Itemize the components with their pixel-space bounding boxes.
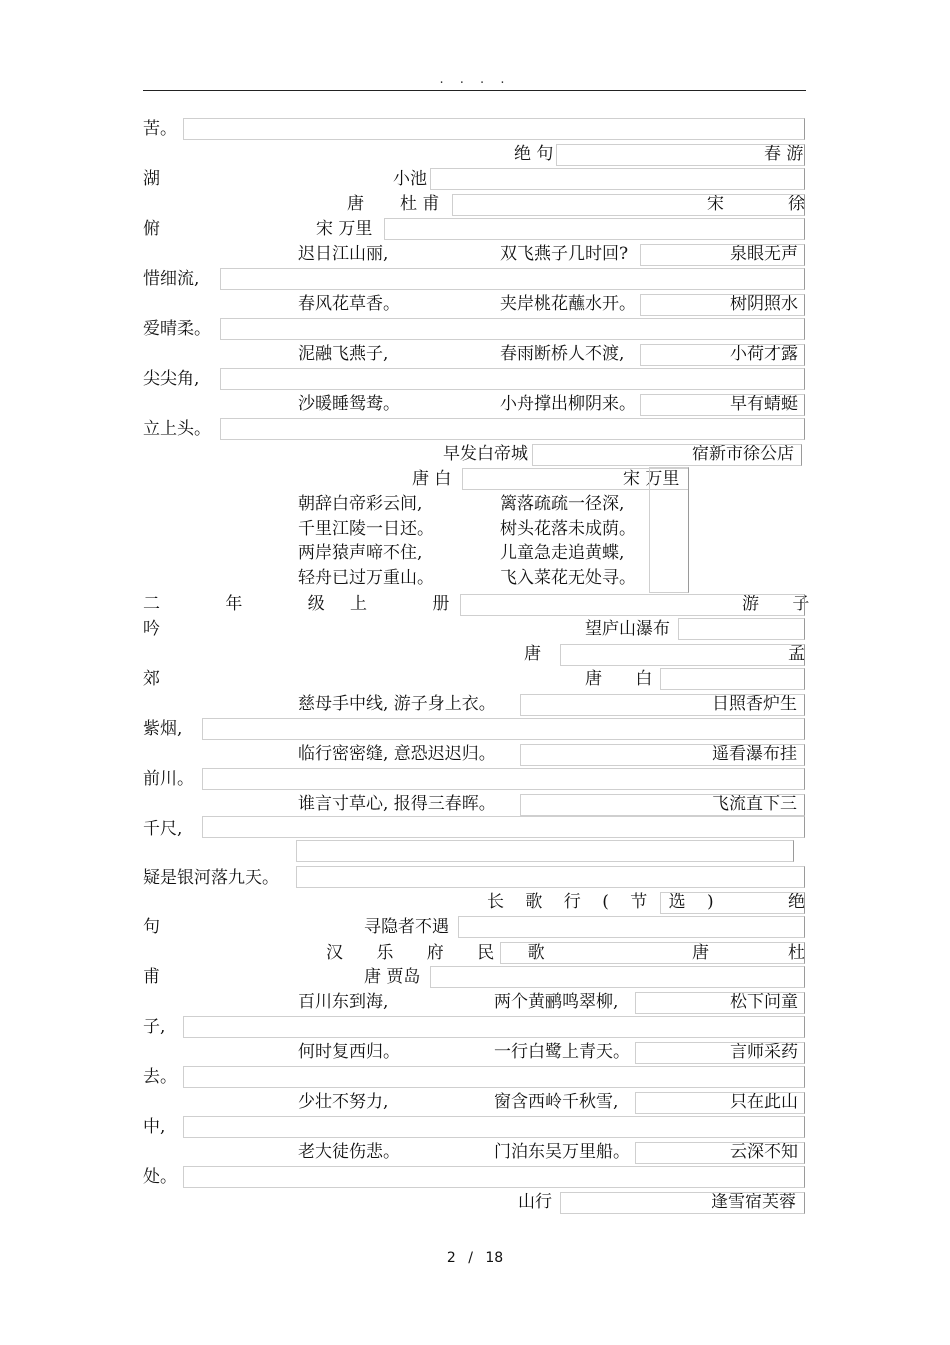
poem-line: 慈母手中线, 游子身上衣。 [298,694,496,714]
poem-line: 谁言寸草心, 报得三春晖。 [298,794,496,814]
text-line: 甫 [143,967,160,987]
poem-line: 树头花落未成荫。 [500,519,636,539]
poem-line: 只在此山 [730,1092,798,1112]
answer-box[interactable] [500,942,805,964]
answer-box[interactable] [520,694,805,716]
poem-title: 春 游 [764,144,804,164]
poem-title: 望庐山瀑布 [585,619,670,639]
answer-box[interactable] [460,594,805,616]
poem-line: 春雨断桥人不渡, [500,344,625,364]
poem-title: 早发白帝城 [443,444,528,464]
poem-line: 泉眼无声 [730,244,798,264]
poem-author: 孟 [788,644,805,664]
poem-line: 泥融飞燕子, [298,344,389,364]
answer-box[interactable] [520,794,805,816]
text-line: 处。 [143,1167,177,1187]
answer-box[interactable] [202,768,805,790]
poem-line: 树阴照水 [730,294,798,314]
answer-box[interactable] [660,892,805,914]
poem-author: 杜 甫 [400,194,440,214]
page-number: 2 [446,1250,456,1266]
text-line: 惜细流, [143,269,200,289]
poem-line: 少壮不努力, [298,1092,389,1112]
answer-box[interactable] [202,718,805,740]
poem-line: 儿童急走追黄蝶, [500,543,625,563]
poem-author: 唐 贾岛 [364,967,421,987]
poem-author: 宋 万里 [316,219,373,239]
poem-line: 千里江陵一日还。 [298,519,434,539]
poem-line: 轻舟已过万重山。 [298,568,434,588]
answer-box[interactable] [635,992,805,1014]
answer-box[interactable] [635,1042,805,1064]
answer-box[interactable] [556,144,805,166]
poem-author: 宋 万里 [623,469,680,489]
answer-box[interactable] [220,368,805,390]
poem-author: 唐 [692,943,709,963]
poem-author: 汉 乐 府 民 歌 [326,943,559,963]
poem-title: 山行 [518,1192,552,1212]
poem-author: 唐 白 [412,469,452,489]
poem-line: 小舟撑出柳阴来。 [500,394,636,414]
text-line: 郊 [143,669,160,689]
poem-title: 逢雪宿芙蓉 [711,1192,796,1212]
answer-box[interactable] [384,218,805,240]
poem-title: 宿新市徐公店 [692,444,794,464]
section-heading: 上 册 [350,594,480,614]
text-line: 立上头。 [143,419,211,439]
poem-line: 一行白鹭上青天。 [494,1042,630,1062]
poem-line: 门泊东吴万里船。 [494,1142,630,1162]
answer-box[interactable] [635,1142,805,1164]
section-heading: 二 年 级 [143,594,355,614]
poem-line: 迟日江山丽, [298,244,389,264]
poem-line: 日照香炉生 [712,694,797,714]
answer-box[interactable] [183,1016,805,1038]
poem-title: 绝 句 [514,144,554,164]
page-separator: / [468,1250,473,1266]
answer-box[interactable] [430,168,805,190]
text-line: 爱晴柔。 [143,319,211,339]
answer-box[interactable] [640,394,805,416]
poem-author: 唐 [524,644,541,664]
answer-box[interactable] [183,1166,805,1188]
poem-line: 老大徒伤悲。 [298,1142,400,1162]
poem-title: 绝 [788,892,805,912]
poem-author: 杜 [788,943,805,963]
answer-box[interactable] [452,194,805,216]
answer-box[interactable] [640,294,805,316]
text-line: 句 [143,917,160,937]
poem-line: 两岸猿声啼不住, [298,543,423,563]
answer-box[interactable] [183,118,805,140]
answer-box[interactable] [296,840,794,862]
answer-box[interactable] [660,668,805,690]
text-line: 中, [143,1117,166,1137]
answer-box[interactable] [640,244,805,266]
answer-box[interactable] [532,444,802,466]
poem-title: 寻隐者不遇 [364,917,449,937]
text-line: 前川。 [143,769,194,789]
answer-box[interactable] [635,1092,805,1114]
poem-line: 临行密密缝, 意恐迟迟归。 [298,744,496,764]
text-line: 吟 [143,619,160,639]
poem-line: 飞入菜花无处寻。 [500,568,636,588]
answer-box[interactable] [296,866,805,888]
poem-line: 窗含西岭千秋雪, [494,1092,619,1112]
poem-line: 春风花草香。 [298,294,400,314]
poem-line: 两个黄鹂鸣翠柳, [494,992,619,1012]
answer-box[interactable] [430,966,805,988]
answer-box[interactable] [220,418,805,440]
text-line: 湖 [143,169,160,189]
answer-box[interactable] [560,644,805,666]
poem-author: 宋 [707,194,724,214]
answer-box[interactable] [183,1116,805,1138]
answer-box[interactable] [220,268,805,290]
answer-box[interactable] [220,318,805,340]
poem-title: 小池 [393,169,427,189]
text-line: 千尺, [143,819,183,839]
text-line: 尖尖角, [143,369,200,389]
poem-title: 游 子 [742,594,824,614]
page-total: 18 [485,1250,504,1266]
page-indicator [0,1250,950,1266]
poem-line: 何时复西归。 [298,1042,400,1062]
header-dots: . . . . [439,72,511,87]
poem-line: 夹岸桃花蘸水开。 [500,294,636,314]
poem-line: 朝辞白帝彩云间, [298,494,423,514]
answer-box[interactable] [202,816,805,838]
poem-line: 遥看瀑布挂 [712,744,797,764]
poem-author: 唐 [347,194,364,214]
poem-line: 篱落疏疏一径深, [500,494,625,514]
text-line: 苦。 [143,119,177,139]
text-line: 俯 [143,219,160,239]
text-line: 子, [143,1017,166,1037]
text-line: 去。 [143,1067,177,1087]
text-line: 疑是银河落九天。 [143,868,279,888]
poem-line: 松下问童 [730,992,798,1012]
header-rule [143,90,806,91]
poem-line: 言师采药 [730,1042,798,1062]
answer-box[interactable] [560,1192,805,1214]
answer-box[interactable] [678,618,805,640]
poem-line: 云深不知 [730,1142,798,1162]
answer-box[interactable] [458,916,805,938]
poem-author: 徐 [788,194,805,214]
poem-line: 沙暖睡鸳鸯。 [298,394,400,414]
poem-line: 飞流直下三 [712,794,797,814]
poem-author: 唐 白 [585,669,667,689]
poem-line: 双飞燕子几时回? [500,244,629,264]
poem-title: 长 歌 行 ( 节 选 ) [487,892,722,912]
poem-line: 小荷才露 [730,344,798,364]
answer-box[interactable] [183,1066,805,1088]
poem-line: 百川东到海, [298,992,389,1012]
poem-line: 早有蜻蜓 [730,394,798,414]
answer-box[interactable] [649,467,689,593]
answer-box[interactable] [640,344,805,366]
answer-box[interactable] [520,744,805,766]
text-line: 紫烟, [143,719,183,739]
